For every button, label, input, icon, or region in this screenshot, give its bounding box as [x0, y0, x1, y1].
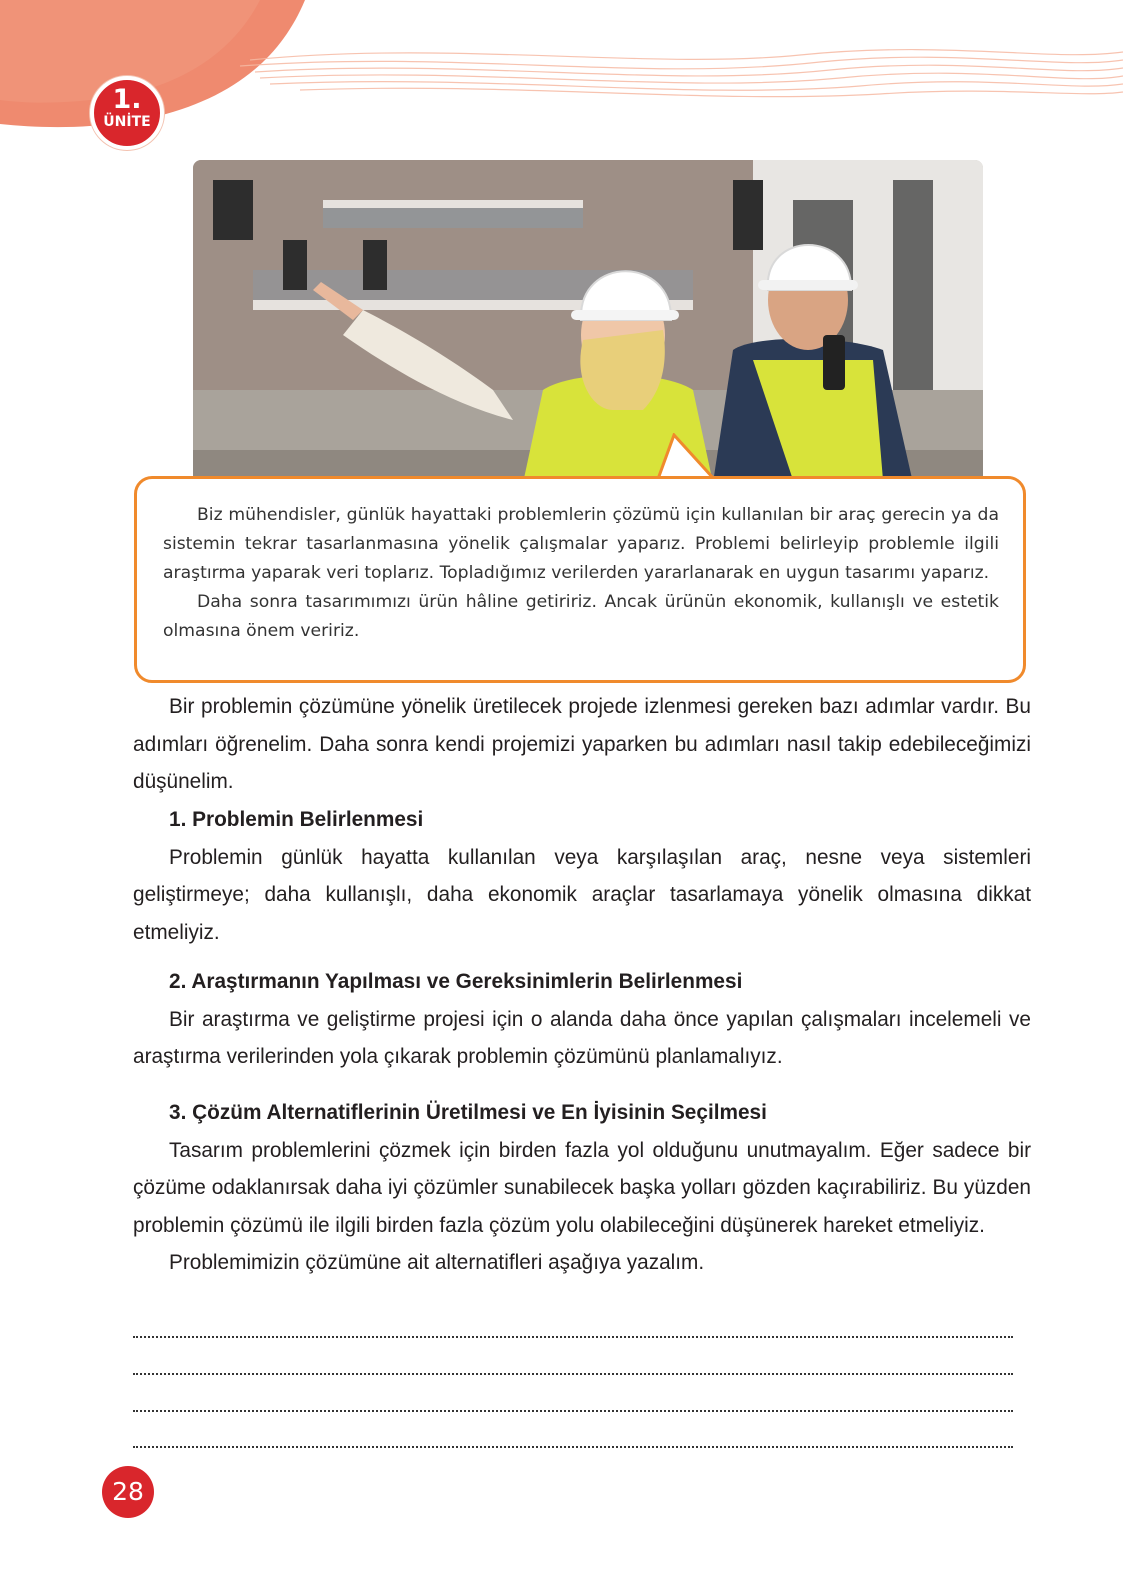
intro-block [133, 688, 1031, 801]
section-2 [133, 963, 1031, 1076]
section-3-text: Tasarım problemlerini çözmek için birden fazla yol olduğunu unutmayalım. Eğer sadece bir çözüme odaklanırsak daha iyi çözümler sunabilecek başka yolları gözden kaçırabiliriz. Bu yüzden problemin çözümü ile ilgili birden fazla çözüm yolu olabileceğini düşünerek hareket etmeliyiz. [133, 1138, 1031, 1237]
section-3-prompt: Problemimizin çözümüne ait alternatifleri aşağıya yazalım. [169, 1251, 705, 1274]
section-2-heading: 2. Araştırmanın Yapılması ve Gereksinimlerin Belirlenmesi [169, 970, 743, 993]
page-number: 28 [102, 1466, 154, 1518]
answer-line-2[interactable] [133, 1373, 1013, 1375]
answer-line-3[interactable] [133, 1410, 1013, 1412]
unit-label: ÜNİTE [103, 114, 151, 130]
unit-number: 1. [112, 84, 142, 115]
section-2-text: Bir araştırma ve geliştirme projesi için o alanda daha önce yapılan çalışmaları incelemeli ve araştırma verilerinden yola çıkarak problemin çözümünü planlamalıyız. [133, 1007, 1031, 1068]
unit-badge [90, 76, 164, 150]
section-3 [133, 1094, 1031, 1282]
engineers-photo [193, 160, 983, 483]
speech-paragraph-2: Daha sonra tasarımımızı ürün hâline getiririz. Ancak ürünün ekonomik, kullanışlı ve estetik olmasına önem veririz. [163, 592, 999, 641]
answer-line-1[interactable] [133, 1336, 1013, 1338]
speech-paragraph-1: Biz mühendisler, günlük hayattaki problemlerin çözümü için kullanılan bir araç gerecin ya da sistemin tekrar tasarlanmasına yönelik çalışmalar yaparız. Problemi belirleyip problemle ilgili araştırma yaparak veri toplarız. Topladığımız verilerden yararlanarak en uygun tasarımı yaparız. [163, 505, 999, 583]
corner-decoration [0, 0, 1123, 140]
section-3-heading: 3. Çözüm Alternatiflerinin Üretilmesi ve En İyisinin Seçilmesi [169, 1101, 767, 1124]
section-1-heading: 1. Problemin Belirlenmesi [169, 808, 424, 831]
answer-line-4[interactable] [133, 1446, 1013, 1448]
section-1-text: Problemin günlük hayatta kullanılan veya karşılaşılan araç, nesne veya sistemleri geliştirmeye; daha kullanışlı, daha ekonomik araçlar tasarlamaya yönelik olmasına dikkat etmeliyiz. [133, 845, 1031, 944]
section-1 [133, 801, 1031, 951]
intro-paragraph: Bir problemin çözümüne yönelik üretilecek projede izlenmesi gereken bazı adımlar vardır. Bu adımları öğrenelim. Daha sonra kendi projemizi yaparken bu adımları nasıl takip edebileceğimizi düşünelim. [133, 695, 1031, 793]
engineer-speech-bubble [134, 476, 1026, 683]
